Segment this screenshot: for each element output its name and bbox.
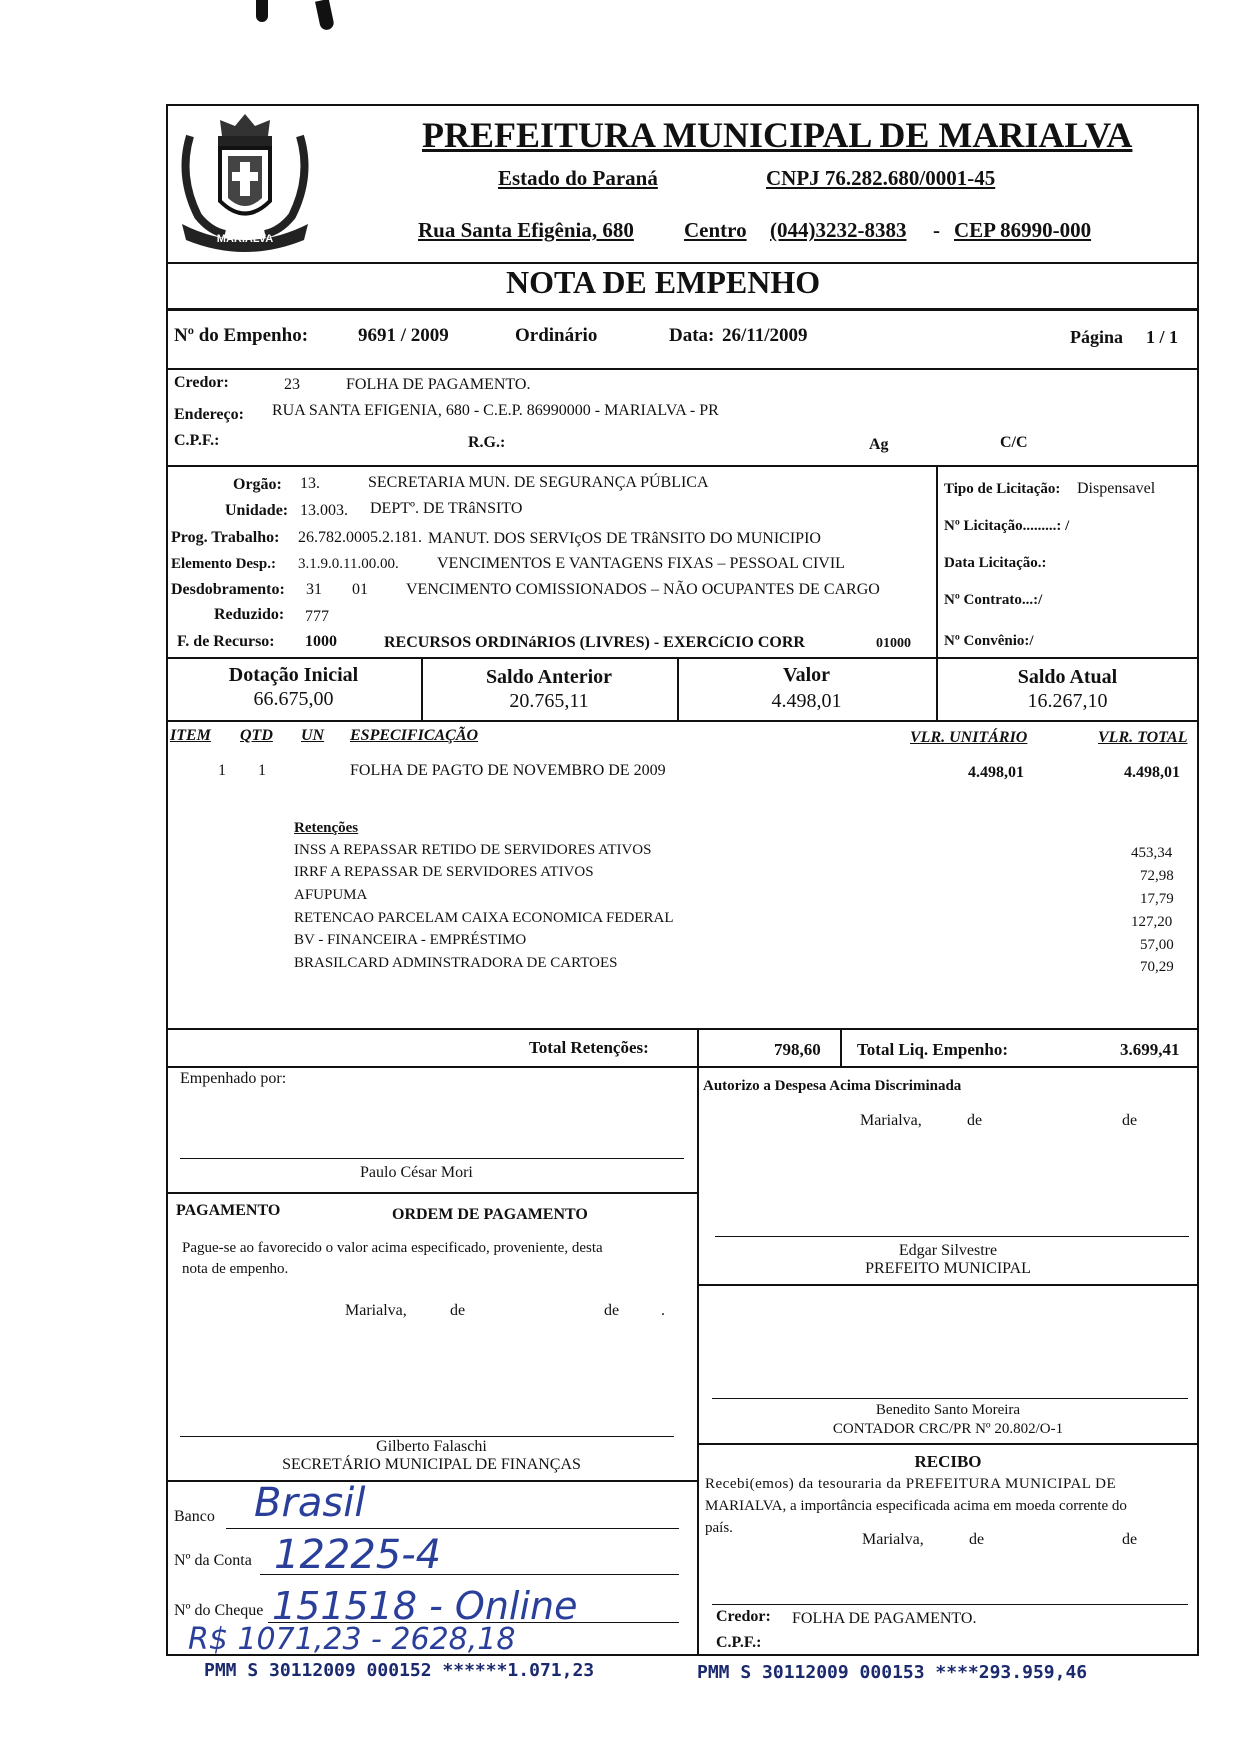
recurso-name: RECURSOS ORDINáRIOS (LIVRES) - EXERCíCIO CORR [384,634,805,651]
saldo-anterior-label: Saldo Anterior [485,666,613,688]
prog-label: Prog. Trabalho: [171,529,280,546]
saldo-atual-value: 16.267,10 [1027,690,1108,712]
col-item: ITEM [170,727,211,744]
autorizo-de-1: de [967,1112,983,1129]
recibo-text-3: país. [705,1520,733,1536]
prog-code: 26.782.0005.2.181. [298,529,422,546]
col-especificacao: ESPECIFICAÇÃO [350,727,479,744]
desdobramento-label: Desdobramento: [171,581,285,598]
recurso-code: 1000 [305,633,337,650]
document-title: NOTA DE EMPENHO [506,264,821,300]
autorizo-city: Marialva, [860,1112,922,1129]
item-number: 1 [218,762,226,779]
recibo-text-1: Recebi(emos) da tesouraria da PREFEITURA MUNICIPAL DE [705,1476,1117,1492]
endereco-label: Endereço: [174,406,244,423]
orgao-name: SECRETARIA MUN. DE SEGURANÇA PÚBLICA [368,474,709,491]
pagamento-de-2: de [604,1302,620,1319]
banco-handwritten: Brasil [254,1480,366,1526]
retencoes-title: Retenções [294,820,359,836]
recibo-credor-label: Credor: [716,1608,771,1625]
header-state: Estado do Paraná [498,166,658,190]
pagamento-label: PAGAMENTO [176,1202,281,1219]
pagamento-city: Marialva, [345,1302,407,1319]
retencao-value: 127,20 [1131,914,1173,930]
page-number: 1 / 1 [1146,327,1179,347]
ordem-pagamento: ORDEM DE PAGAMENTO [392,1206,588,1223]
licitacao-numero: Nº Licitação.........: / [944,518,1070,534]
desdobramento-name: VENCIMENTO COMISSIONADOS – NÃO OCUPANTES DE CARGO [406,581,880,598]
rg-label: R.G.: [468,434,506,451]
total-liquido-value: 3.699,41 [1120,1040,1180,1059]
total-retencoes-label: Total Retenções: [529,1038,649,1057]
item-qtd: 1 [258,762,266,779]
unidade-code: 13.003. [300,502,348,519]
licitacao-tipo: Dispensavel [1077,480,1156,497]
retencao-value: 453,34 [1131,845,1173,861]
cheque-label: Nº do Cheque [174,1602,264,1619]
valor-handwritten: R$ 1071,23 - 2628,18 [188,1622,516,1657]
empenho-type: Ordinário [515,325,598,346]
scan-mark [315,0,335,31]
cheque-handwritten: 151518 - Online [272,1584,578,1628]
empenho-label: Nº do Empenho: [174,325,309,346]
credor-endereco: RUA SANTA EFIGENIA, 680 - C.E.P. 86990000 - MARIALVA - PR [272,402,719,419]
orgao-label: Orgão: [233,476,282,493]
retencao-value: 70,29 [1140,959,1174,975]
cc-label: C/C [1000,434,1028,451]
prog-name: MANUT. DOS SERVIçOS DE TRâNSITO DO MUNICIPIO [428,530,821,547]
item-unit-value: 4.498,01 [968,764,1024,781]
item-description: FOLHA DE PAGTO DE NOVEMBRO DE 2009 [350,762,666,779]
recibo-title: RECIBO [914,1452,982,1471]
retencao-value: 17,79 [1140,891,1174,907]
page-label: Página [1070,327,1124,347]
bank-stamp-left: PMM S 30112009 000152 ******1.071,23 [204,1660,595,1681]
pagamento-dot: . [661,1302,665,1319]
conta-handwritten: 12225-4 [274,1532,442,1578]
scan-mark [256,0,268,22]
col-qtd: QTD [240,727,273,744]
header-district: Centro [684,218,747,242]
dotacao-value: 66.675,00 [253,688,334,710]
empenho-date: 26/11/2009 [722,325,808,346]
recibo-de-1: de [969,1531,985,1548]
header-address: Rua Santa Efigênia, 680 [418,218,634,242]
header-dash: - [933,218,940,242]
prefeito-name: Edgar Silvestre [898,1242,998,1259]
page-title: PREFEITURA MUNICIPAL DE MARIALVA [422,115,1133,155]
elemento-label: Elemento Desp.: [171,556,276,572]
header-phone: (044)3232-8383 [770,218,907,242]
secretario-name: Gilberto Falaschi [376,1438,487,1455]
autorizo-text: Autorizo a Despesa Acima Discriminada [703,1078,962,1094]
pagamento-text-2: nota de empenho. [182,1261,289,1277]
total-retencoes-value: 798,60 [774,1040,821,1059]
credor-name: FOLHA DE PAGAMENTO. [346,376,531,393]
elemento-name: VENCIMENTOS E VANTAGENS FIXAS – PESSOAL CIVIL [437,555,845,572]
pagamento-text-1: Pague-se ao favorecido o valor acima especificado, proveniente, desta [182,1240,603,1256]
bank-stamp-right: PMM S 30112009 000153 ****293.959,46 [697,1662,1088,1683]
recurso-code-2: 01000 [876,636,911,651]
desdobramento-code-2: 01 [352,581,368,598]
header-cep: CEP 86990-000 [954,218,1092,242]
valor-label: Valor [782,664,831,686]
recibo-text-2: MARIALVA, a importância especificada acima em moeda corrente do [705,1498,1127,1514]
valor-value: 4.498,01 [771,690,842,712]
autorizo-de-2: de [1122,1112,1138,1129]
empenho-number: 9691 / 2009 [358,325,449,346]
recibo-cpf-label: C.P.F.: [716,1634,762,1651]
retencao-desc: RETENCAO PARCELAM CAIXA ECONOMICA FEDERAL [294,910,674,926]
dotacao-label: Dotação Inicial [228,664,359,686]
retencao-desc: IRRF A REPASSAR DE SERVIDORES ATIVOS [294,864,594,880]
retencao-desc: AFUPUMA [294,887,368,903]
ag-label: Ag [869,436,889,453]
licitacao-convenio: Nº Convênio:/ [944,633,1034,649]
retencao-value: 57,00 [1140,937,1174,953]
empenhado-label: Empenhado por: [180,1070,287,1087]
licitacao-data: Data Licitação.: [944,555,1047,571]
saldo-anterior-value: 20.765,11 [509,690,589,712]
recurso-label: F. de Recurso: [177,633,275,650]
licitacao-contrato: Nº Contrato...:/ [944,592,1043,608]
elemento-code: 3.1.9.0.11.00.00. [298,556,399,572]
contador-name: Benedito Santo Moreira [875,1402,1021,1418]
pagamento-de-1: de [450,1302,466,1319]
orgao-code: 13. [300,475,320,492]
contador-title: CONTADOR CRC/PR Nº 20.802/O-1 [832,1421,1064,1437]
col-unitario: VLR. UNITÁRIO [910,729,1028,746]
retencao-desc: BV - FINANCEIRA - EMPRÉSTIMO [294,932,527,948]
licitacao-tipo-label: Tipo de Licitação: [944,481,1061,497]
empenho-date-label: Data: [669,325,715,346]
total-liquido-label: Total Liq. Empenho: [857,1040,1008,1059]
prefeito-title: PREFEITO MUNICIPAL [865,1260,1031,1277]
credor-label: Credor: [174,374,229,391]
municipal-crest-icon [170,106,320,256]
recibo-de-2: de [1122,1531,1138,1548]
col-un: UN [301,727,325,744]
recibo-city: Marialva, [862,1531,924,1548]
unidade-label: Unidade: [225,502,289,519]
banco-label: Banco [174,1508,215,1525]
desdobramento-code-1: 31 [306,581,322,598]
secretario-title: SECRETÁRIO MUNICIPAL DE FINANÇAS [282,1456,581,1473]
saldo-atual-label: Saldo Atual [1017,666,1118,688]
unidade-name: DEPTº. DE TRâNSITO [370,500,523,517]
reduzido-label: Reduzido: [214,606,285,623]
conta-label: Nº da Conta [174,1552,252,1569]
item-total-value: 4.498,01 [1124,764,1180,781]
header-cnpj: CNPJ 76.282.680/0001-45 [766,166,996,190]
empenhado-name: Paulo César Mori [360,1164,473,1181]
retencao-desc: INSS A REPASSAR RETIDO DE SERVIDORES ATIVOS [294,842,652,858]
retencao-desc: BRASILCARD ADMINSTRADORA DE CARTOES [294,955,618,971]
reduzido-value: 777 [305,608,329,625]
cpf-label: C.P.F.: [174,432,220,449]
recibo-credor-name: FOLHA DE PAGAMENTO. [792,1610,977,1627]
credor-code: 23 [284,376,300,393]
retencao-value: 72,98 [1140,868,1174,884]
col-total: VLR. TOTAL [1098,729,1188,746]
crest-banner-text: MARIALVA [216,233,274,245]
